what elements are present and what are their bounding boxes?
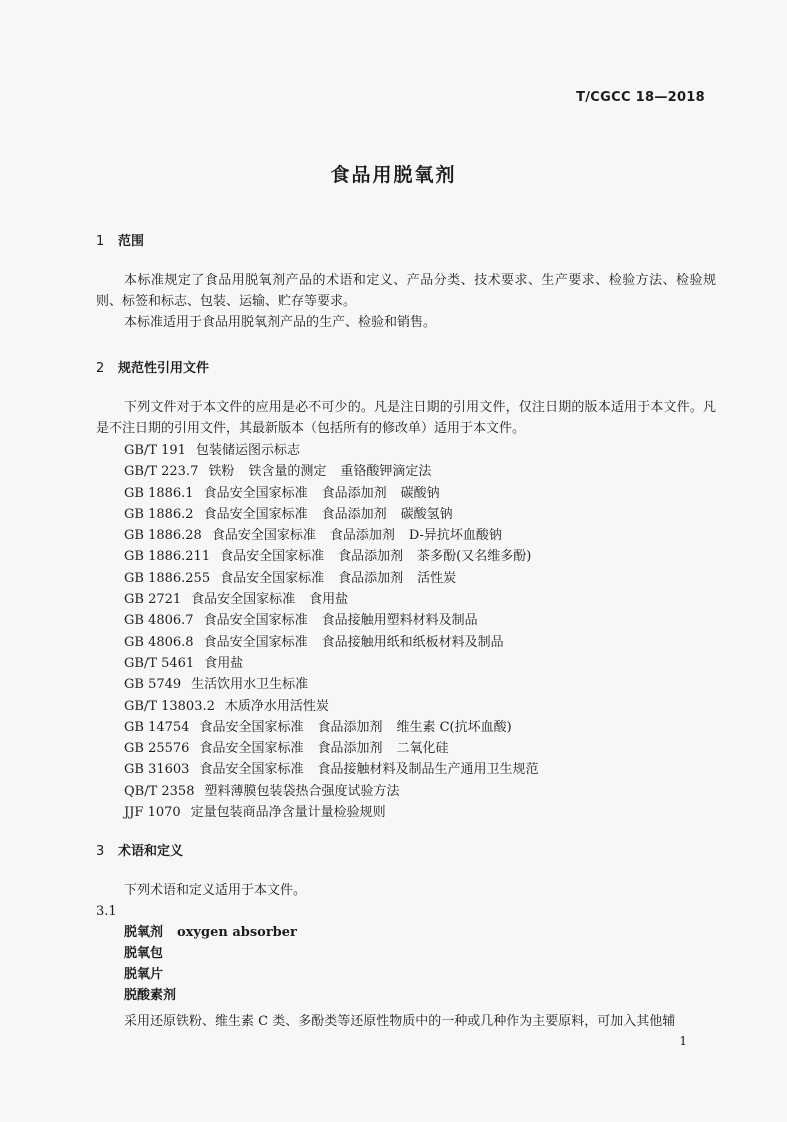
reference-title: 食用盐 [309, 592, 349, 608]
reference-item [124, 802, 552, 823]
reference-item [124, 461, 552, 482]
section-number: 2 [96, 361, 105, 376]
reference-title: 塑料薄膜包装袋热合强度试验方法 [204, 783, 400, 799]
reference-code: GB 4806.8 [124, 634, 194, 650]
reference-item [124, 738, 552, 759]
reference-item [124, 674, 552, 695]
reference-title: 食品添加剂 [321, 506, 387, 522]
term-synonym: 脱氧包 [124, 946, 164, 961]
term-block [124, 922, 297, 1006]
reference-title: 食品安全国家标准 [203, 506, 308, 522]
reference-code: GB 1886.255 [124, 570, 211, 586]
page-number: 1 [679, 1034, 687, 1048]
reference-title: 定量包装商品净含量计量检验规则 [190, 805, 386, 821]
section-title: 范围 [118, 234, 145, 249]
reference-item [124, 632, 552, 653]
reference-title: 活性炭 [417, 570, 457, 586]
reference-code: GB 1886.2 [124, 506, 194, 522]
reference-title: 食用盐 [204, 655, 244, 671]
terms-intro [96, 880, 716, 901]
reference-title: 食品安全国家标准 [220, 549, 325, 565]
section-heading-normative [96, 357, 209, 376]
reference-title: 碳酸氢钠 [400, 506, 453, 522]
reference-title: D-异抗坏血酸钠 [408, 528, 502, 544]
reference-title: 食品安全国家标准 [199, 719, 304, 735]
reference-code: GB/T 13803.2 [124, 698, 215, 714]
reference-title: 食品添加剂 [338, 570, 404, 586]
term-number: 3.1 [96, 904, 117, 919]
reference-title: 食品添加剂 [321, 485, 387, 501]
reference-title: 食品安全国家标准 [203, 613, 308, 629]
reference-item [124, 589, 552, 610]
reference-code: GB 14754 [124, 719, 190, 735]
reference-code: GB 1886.28 [124, 528, 202, 544]
reference-code: GB/T 5461 [124, 655, 195, 671]
reference-title: 食品接触用塑料材料及制品 [321, 613, 478, 629]
paragraph: 本标准规定了食品用脱氧剂产品的术语和定义、产品分类、技术要求、生产要求、检验方法、检验规则、标签和标志、包装、运输、贮存等要求。 [96, 273, 716, 309]
reference-title: 维生素 C(抗坏血酸) [396, 719, 512, 735]
reference-code: GB/T 223.7 [124, 464, 199, 480]
standard-code: T/CGCC 18—2018 [576, 90, 705, 105]
reference-title: 食品添加剂 [317, 741, 383, 757]
reference-item [124, 504, 552, 525]
reference-item [124, 759, 552, 780]
reference-title: 食品接触材料及制品生产通用卫生规范 [317, 762, 539, 778]
term-synonym: 脱氧片 [124, 967, 164, 982]
reference-title: 铁粉 [208, 464, 235, 480]
reference-item [124, 546, 552, 567]
section-heading-terms [96, 840, 183, 859]
reference-title: 食品安全国家标准 [220, 570, 325, 586]
reference-title: 食品安全国家标准 [191, 592, 296, 608]
section-number: 1 [96, 234, 105, 249]
reference-title: 生活饮用水卫生标准 [191, 677, 309, 693]
section-title: 规范性引用文件 [118, 361, 210, 376]
reference-code: JJF 1070 [124, 805, 181, 821]
reference-title: 食品添加剂 [338, 549, 404, 565]
reference-title: 食品安全国家标准 [199, 762, 304, 778]
section-title: 术语和定义 [118, 844, 184, 859]
reference-item [124, 717, 552, 738]
reference-code: GB 1886.211 [124, 549, 211, 565]
reference-item [124, 781, 552, 802]
reference-list [124, 440, 552, 823]
reference-title: 木质净水用活性炭 [224, 698, 329, 714]
paragraph: 下列文件对于本文件的应用是必不可少的。凡是注日期的引用文件，仅注日期的版本适用于本文件。凡是不注日期的引用文件，其最新版本（包括所有的修改单）适用于本文件。 [96, 400, 716, 436]
reference-code: GB 2721 [124, 592, 182, 608]
reference-item [124, 440, 552, 461]
reference-title: 包装储运图示标志 [195, 443, 300, 458]
paragraph: 本标准适用于食品用脱氧剂产品的生产、检验和销售。 [124, 315, 437, 330]
reference-title: 食品添加剂 [317, 719, 383, 735]
reference-title: 食品安全国家标准 [199, 741, 304, 757]
reference-item [124, 568, 552, 589]
reference-title: 重铬酸钾滴定法 [340, 464, 432, 480]
reference-code: GB 25576 [124, 741, 190, 757]
reference-item [124, 525, 552, 546]
normative-intro [96, 397, 716, 439]
reference-code: GB 5749 [124, 677, 182, 693]
reference-item [124, 610, 552, 631]
section-number: 3 [96, 844, 105, 859]
reference-item [124, 696, 552, 717]
reference-code: GB 31603 [124, 762, 190, 778]
reference-title: 食品安全国家标准 [203, 485, 308, 501]
paragraph: 下列术语和定义适用于本文件。 [124, 883, 307, 898]
term-synonym: 脱酸素剂 [124, 988, 177, 1003]
reference-title: 碳酸钠 [400, 485, 440, 501]
reference-code: QB/T 2358 [124, 783, 195, 799]
reference-title: 食品安全国家标准 [211, 528, 316, 544]
section-heading-scope [96, 230, 144, 249]
reference-title: 食品安全国家标准 [203, 634, 308, 650]
reference-code: GB 1886.1 [124, 485, 194, 501]
reference-title: 食品添加剂 [329, 528, 395, 544]
reference-title: 食品接触用纸和纸板材料及制品 [321, 634, 504, 650]
term-english: oxygen absorber [177, 925, 297, 940]
document-title: 食品用脱氧剂 [330, 164, 457, 186]
reference-title: 茶多酚(又名维多酚) [417, 549, 532, 565]
reference-title: 二氧化硅 [396, 741, 449, 757]
reference-item [124, 483, 552, 504]
reference-title: 铁含量的测定 [248, 464, 327, 480]
reference-code: GB/T 191 [124, 443, 186, 458]
scope-body [96, 270, 716, 333]
term-definition: 采用还原铁粉、维生素 C 类、多酚类等还原性物质中的一种或几种作为主要原料，可加入其他辅 [124, 1014, 676, 1029]
reference-item [124, 653, 552, 674]
term-line [124, 922, 297, 943]
term-chinese: 脱氧剂 [124, 925, 164, 940]
reference-code: GB 4806.7 [124, 613, 194, 629]
